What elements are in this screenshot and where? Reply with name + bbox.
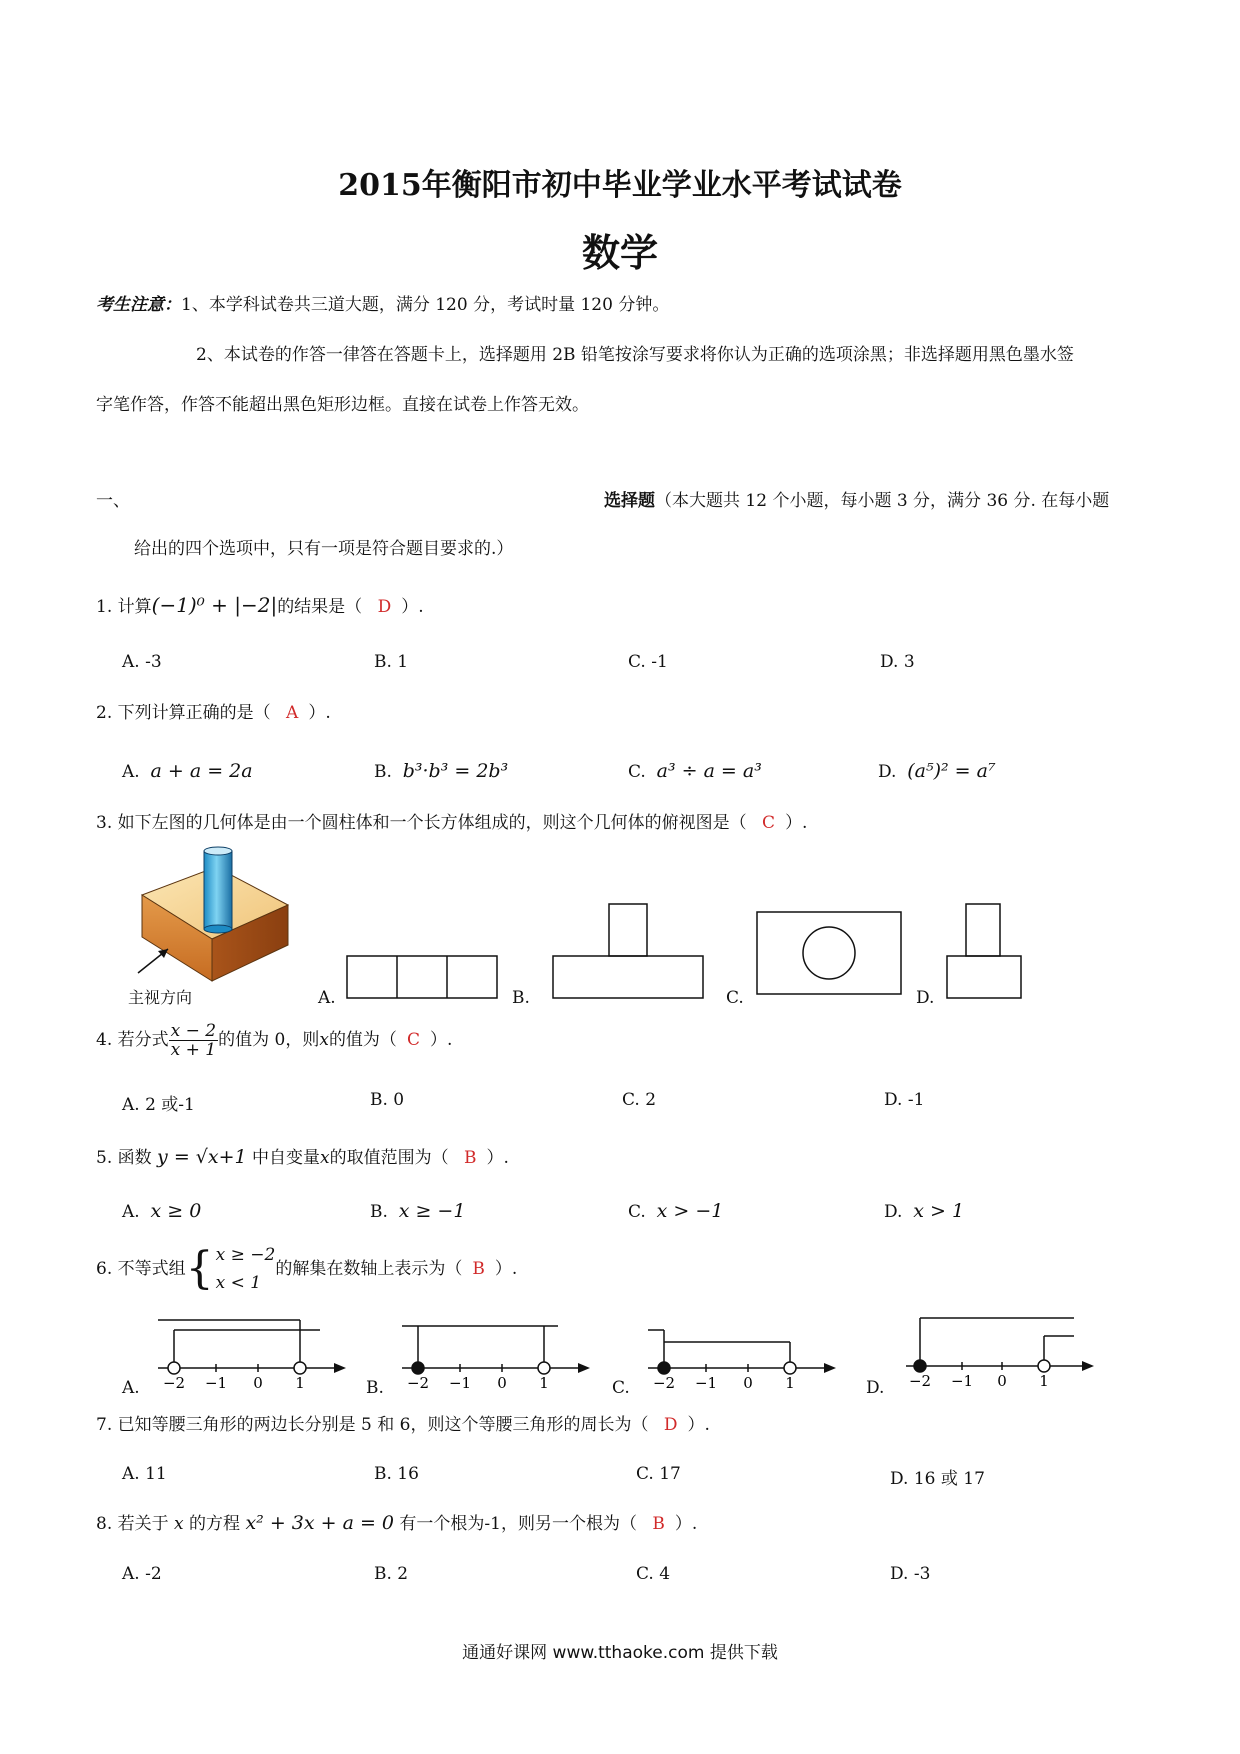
q6-end: ）. [494,1259,518,1279]
q3-option-d-figure [946,902,1026,1002]
q2-option-c: C. a³ ÷ a = a³ [628,760,762,782]
q1-option-b: B. 1 [374,652,409,672]
q8-mid: 的方程 [189,1514,241,1534]
q1-expr: (−1)⁰ + |−2| [151,593,278,617]
notice-label: 考生注意： [96,295,181,315]
svg-text:−2: −2 [908,1372,932,1390]
q3-end: ）. [785,813,808,833]
q1-number: 1. [96,597,113,617]
q6-brace: { [185,1243,214,1294]
q8-option-c: C. 4 [636,1564,671,1584]
notice-line-3: 字笔作答，作答不能超出黑色矩形边框。直接在试卷上作答无效。 [96,395,589,415]
question-4 [96,1016,452,1064]
subject-title: 数学 [581,231,658,275]
q1-option-a: A. -3 [122,652,162,672]
q4-number: 4. [96,1030,113,1050]
footer-credit: 通通好课网 www.tthaoke.com 提供下载 [462,1643,778,1663]
q7-option-b: B. 16 [374,1464,419,1484]
q7-option-c: C. 17 [636,1464,681,1484]
q6-option-b: B. [366,1378,384,1398]
q7-option-a: A. 11 [122,1464,167,1484]
q6-system: x ≥ −2 x < 1 [215,1245,276,1293]
q7-option-d: D. 16 或 17 [890,1469,985,1489]
q2-end: ）. [308,703,331,723]
q3-pre: 如下左图的几何体是由一个圆柱体和一个长方体组成的，则这个几何体的俯视图是（ [117,813,747,833]
q5-option-d: D. x > 1 [884,1200,965,1222]
svg-text:0: 0 [743,1374,753,1390]
q2-option-d: D. (a⁵)² = a⁷ [878,760,996,782]
q4-post: 的值为（ [328,1030,397,1050]
q1-answer: D [377,597,392,617]
q5-option-a: A. x ≥ 0 [122,1200,202,1222]
q6-option-c-numberline [640,1318,840,1390]
svg-text:−1: −1 [694,1374,718,1390]
q5-mid: 中自变量 [252,1148,321,1168]
q6-option-b-numberline [394,1318,594,1390]
q8-answer: B [652,1514,665,1534]
q6-number: 6. [96,1259,113,1279]
svg-text:−2: −2 [406,1374,430,1390]
question-8 [96,1512,697,1535]
q4-option-c: C. 2 [622,1090,657,1110]
q2-option-b: B. b³·b³ = 2b³ [374,760,509,782]
q3-option-a: A. [318,988,336,1008]
q1-pre: 计算 [117,597,152,617]
svg-text:−1: −1 [204,1374,228,1390]
notice-line-2: 2、本试卷的作答一律答在答题卡上，选择题用 2B 铅笔按涂写要求将你认为正确的选项涂黑；非选择题用黑色墨水签 [196,345,1074,365]
q3-answer: C [762,813,776,833]
q5-post: 的取值范围为（ [329,1148,449,1168]
svg-text:−1: −1 [950,1372,974,1390]
svg-text:−1: −1 [448,1374,472,1390]
question-2 [96,702,331,724]
section-title: 选择题 [604,491,655,511]
q6-option-d: D. [866,1378,885,1398]
q5-pre: 函数 [117,1148,152,1168]
svg-text:1: 1 [539,1374,549,1390]
q3-view-label: 主视方向 [128,988,193,1007]
q8-end: ）. [674,1514,698,1534]
q4-var: x [319,1030,329,1050]
q4-option-a: A. 2 或-1 [122,1095,195,1115]
q1-post: 的结果是（ [277,597,363,617]
q7-number: 7. [96,1415,113,1435]
q8-option-b: B. 2 [374,1564,409,1584]
q5-var: x [320,1148,330,1168]
q8-option-a: A. -2 [122,1564,162,1584]
q8-number: 8. [96,1514,113,1534]
q3-number: 3. [96,813,113,833]
q7-pre: 已知等腰三角形的两边长分别是 5 和 6，则这个等腰三角形的周长为（ [117,1415,649,1435]
q2-option-a: A. a + a = 2a [122,760,253,782]
question-3 [96,812,807,834]
q5-option-b: B. x ≥ −1 [370,1200,466,1222]
q4-fraction: $\frac{x - 2}{x + 1}$ [170,1020,217,1060]
q3-option-d: D. [916,988,935,1008]
q6-option-a: A. [122,1378,140,1398]
section-desc: （本大题共 12 个小题，每小题 3 分，满分 36 分. 在每小题 [655,491,1110,511]
svg-text:1: 1 [785,1374,795,1390]
q6-pre: 不等式组 [117,1259,186,1279]
q2-answer: A [286,703,299,723]
q4-end: ）. [429,1030,453,1050]
notice-line-1 [96,294,669,316]
q6-option-d-numberline [898,1310,1098,1390]
svg-text:1: 1 [295,1374,305,1390]
q3-option-c: C. [726,988,744,1008]
svg-text:1: 1 [1039,1372,1049,1390]
q1-end: ）. [401,597,424,617]
q3-solid-figure [120,845,300,1005]
q2-number: 2. [96,703,113,723]
q6-option-a-numberline [150,1318,350,1390]
q3-option-b: B. [512,988,530,1008]
q8-option-d: D. -3 [890,1564,931,1584]
svg-text:−2: −2 [162,1374,186,1390]
q8-post: 有一个根为-1，则另一个根为（ [399,1514,637,1534]
q4-answer: C [406,1030,420,1050]
exam-title: 2015年衡阳市初中毕业学业水平考试试卷 [338,168,902,203]
q7-end: ）. [687,1415,710,1435]
q2-pre: 下列计算正确的是（ [117,703,271,723]
q3-option-c-figure [756,910,906,1000]
q8-expr: x² + 3x + a = 0 [245,1512,395,1534]
svg-text:0: 0 [253,1374,263,1390]
svg-text:0: 0 [997,1372,1007,1390]
svg-text:0: 0 [497,1374,507,1390]
q4-mid: 的值为 0，则 [218,1030,320,1050]
q4-option-d: D. -1 [884,1090,925,1110]
section-number: 一、 [96,491,130,511]
q6-answer: B [472,1259,485,1279]
question-7 [96,1414,710,1436]
q4-pre: 若分式 [117,1030,169,1050]
q5-number: 5. [96,1148,113,1168]
q5-expr: y = √x+1 [157,1146,247,1168]
q4-option-b: B. 0 [370,1090,405,1110]
q1-option-d: D. 3 [880,652,915,672]
q5-option-c: C. x > −1 [628,1200,724,1222]
svg-text:−2: −2 [652,1374,676,1390]
q1-option-c: C. -1 [628,652,668,672]
section-heading [604,490,1109,512]
q7-answer: D [663,1415,678,1435]
q3-option-a-figure [346,955,502,1001]
q3-option-b-figure [552,902,708,1002]
q6-option-c: C. [612,1378,630,1398]
q5-answer: B [464,1148,477,1168]
section-desc-2: 给出的四个选项中，只有一项是符合题目要求的.） [134,539,514,559]
notice-text-1: 1、本学科试卷共三道大题，满分 120 分，考试时量 120 分钟。 [181,295,670,315]
question-1 [96,594,424,618]
q6-post: 的解集在数轴上表示为（ [275,1259,463,1279]
q5-end: ）. [486,1148,509,1168]
question-5 [96,1146,509,1169]
q8-pre: 若关于 [117,1514,169,1534]
q8-var: x [174,1514,184,1534]
question-6 [96,1238,517,1300]
